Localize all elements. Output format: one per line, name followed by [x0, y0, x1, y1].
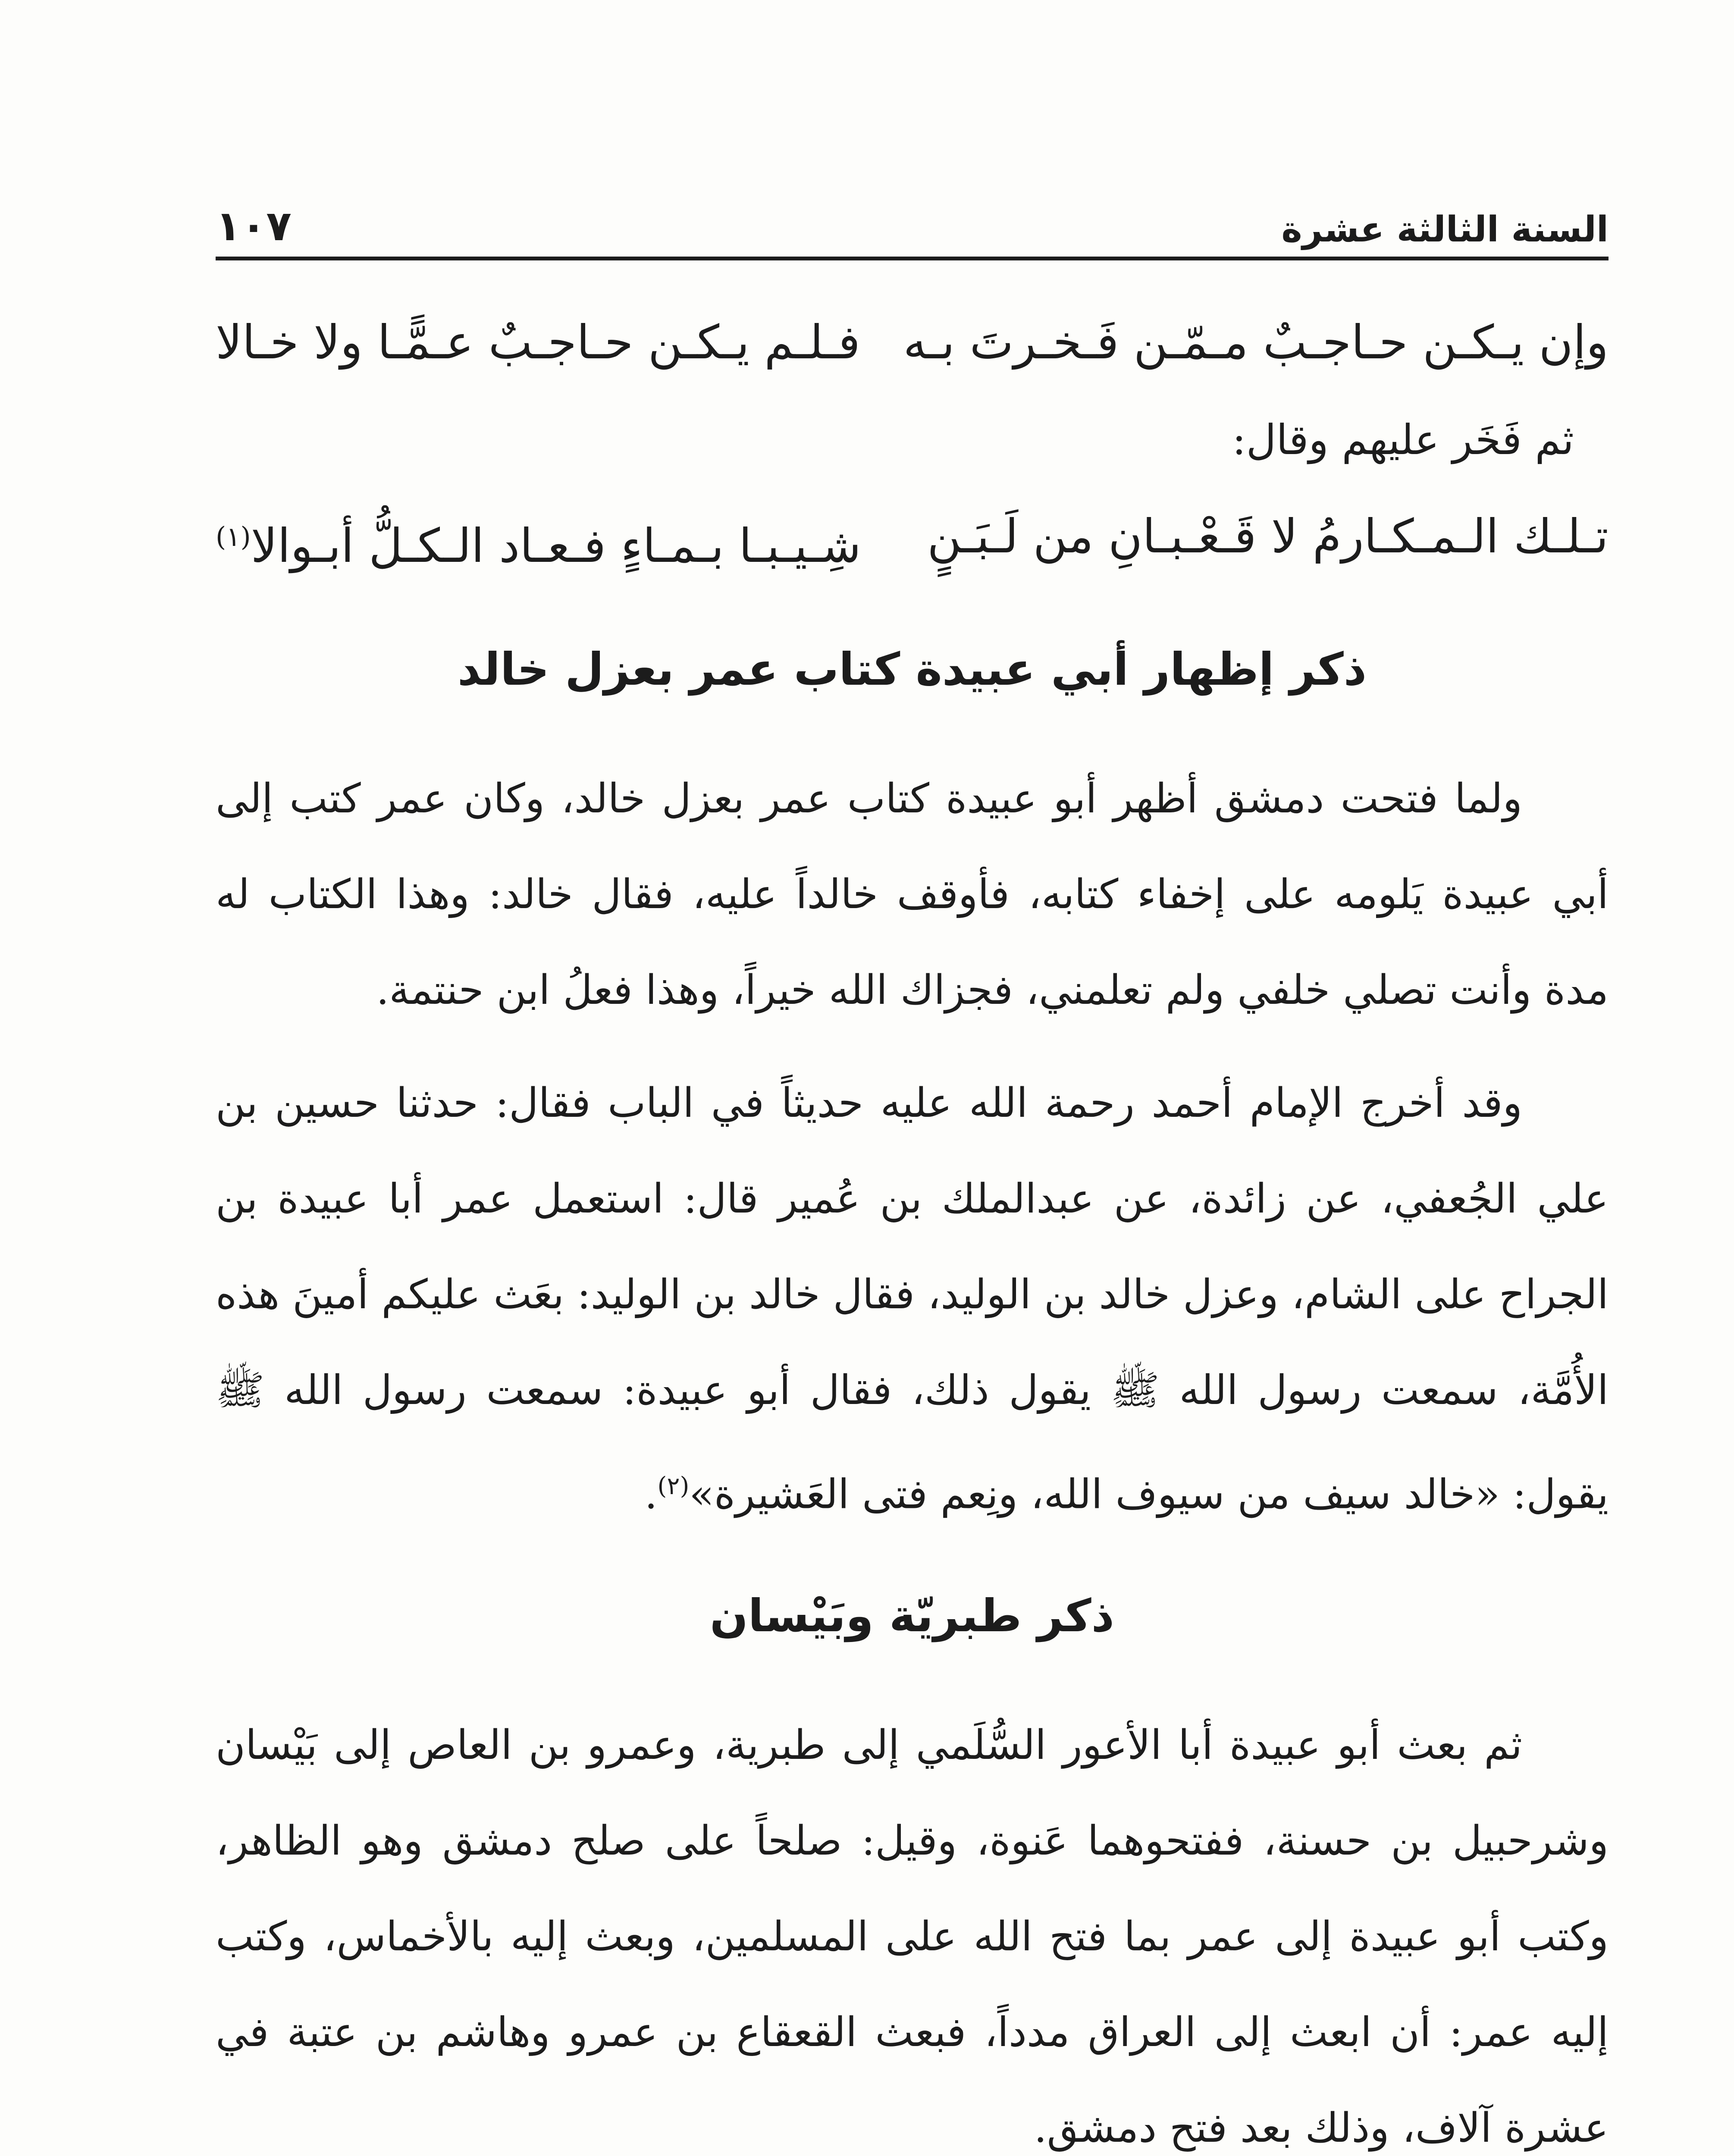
book-page	[216, 164, 1609, 2156]
section-heading: ذكر طبريّة وبَيْسان	[710, 1589, 1114, 1642]
footnote-marker: (١)	[216, 521, 251, 552]
chapter-title: السنة الثالثة عشرة	[1281, 209, 1609, 250]
running-header	[216, 164, 1609, 250]
paragraph-text: وقد أخرج الإمام أحمد رحمة الله عليه حديثاً في الباب فقال: حدثنا حسين بن علي الجُعفي، عن زائدة، عن عبدالملك بن عُمير قال: استعمل عمر أبا عبيدة بن الجراح على الشام، وعزل خالد بن الوليد، فقال خالد بن الوليد: بعَث عليكم أمينَ هذه الأُمَّة، سمعت رسول الله ﷺ يقول ذلك، فقال أبو عبيدة: سمعت رسول الله ﷺ يقول: «خالد سيف من سيوف الله، ونِعم فتى العَشيرة»	[216, 1080, 1609, 1518]
paragraph	[216, 1056, 1609, 1542]
verse-intro-line: ثم فَخَر عليهم وقال:	[1232, 416, 1574, 464]
verse-first-hemistich: تـلـك الـمـكـارمُ لا قَـعْـبـانِ من لَـبَـنٍ	[927, 510, 1609, 564]
verse-text: شِـيـبـا بـمـاءٍ فـعـاد الـكـلُّ أبـوالا	[251, 519, 861, 573]
paragraph: ثم بعث أبو عبيدة أبا الأعور السُّلَمي إلى طبرية، وعمرو بن العاص إلى بَيْسان وشرحبيل بن حسنة، ففتحوهما عَنوة، وقيل: صلحاً على صلح دمشق وهو الظاهر، وكتب أبو عبيدة إلى عمر بما فتح الله على المسلمين، وبعث إليه بالأخماس، وكتب إليه عمر: أن ابعث إلى العراق مدداً، فبعث القعقاع بن عمرو وهاشم بن عتبة في عشرة آلاف، وذلك بعد فتح دمشق.	[216, 1722, 1609, 2152]
paragraph-end: .	[644, 1471, 658, 1518]
paragraph: ولما فتحت دمشق أظهر أبو عبيدة كتاب عمر بعزل خالد، وكان عمر كتب إلى أبي عبيدة يَلومه على إخفاء كتابه، فأوقف خالداً عليه، فقال خالد: وهذا الكتاب له مدة وأنت تصلي خلفي ولم تعلمني، فجزاك الله خيراً، وهذا فعلُ ابن حنتمة.	[216, 775, 1609, 1014]
page-body	[216, 293, 1609, 2156]
verse-second-hemistich	[216, 487, 861, 596]
verse-line	[216, 293, 1609, 392]
header-divider	[216, 257, 1609, 260]
verse-line	[216, 487, 1609, 596]
verse-first-hemistich: وإن يـكـن حـاجـبٌ مـمّـن فَـخـرتَ بـه	[903, 316, 1609, 370]
section-heading: ذكر إظهار أبي عبيدة كتاب عمر بعزل خالد	[457, 643, 1367, 696]
page-number: ١٠٧	[216, 202, 292, 250]
footnote-marker: (٢)	[657, 1472, 690, 1500]
verse-second-hemistich: فـلـم يـكـن حـاجـبٌ عـمًّـا ولا خـالا	[216, 316, 860, 370]
